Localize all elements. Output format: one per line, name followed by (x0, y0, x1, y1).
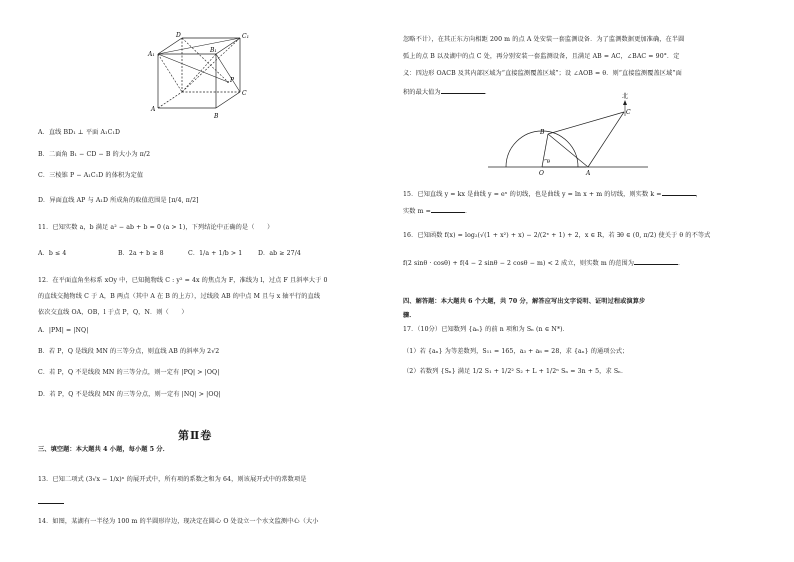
q12-stem-2: 的直线交抛物线 C 于 A，B 两点（其中 A 在 B 的上方），过线段 AB 的中点 M 且与 x 轴平行的直线 (38, 293, 321, 300)
q12-option-b: B．若 P，Q 是线段 MN 的三等分点，则直线 AB 的斜率为 2√2 (38, 348, 220, 355)
q14-line-4: 义：四边形 OACB 及其内部区域为“直接监测覆盖区域”；设 ∠AOB = θ．则“直接监测覆盖区域”面 (403, 70, 682, 77)
q10-option-b: B．二面角 B₁ − CD − B 的大小为 π/2 (38, 151, 151, 158)
q12-stem-1: 12．在平面直角坐标系 xOy 中，已知抛物线 C : y² = 4x 的焦点为 F，准线为 l，过点 F 且斜率大于 0 (38, 277, 328, 284)
q14-line-3: 弧上的点 B 以及湖中的点 C 处，再分别安装一套监测设备，且满足 AB = AC，∠BAC = 90°．定 (403, 53, 680, 60)
label-O: O (539, 170, 544, 177)
left-column (38, 0, 378, 562)
q11-option-a: A．b ≤ 4 (38, 250, 67, 257)
q12-option-c: C．若 P，Q 不是线段 MN 的三等分点，则一定有 |PQ| > |OQ| (38, 369, 220, 376)
label-P: P (230, 77, 235, 84)
q14-line-1: 14．如图，某湖有一半径为 100 m 的半圆形岸边，现决定在圆心 O 处设立一个水文监测中心（大小 (38, 518, 319, 525)
q13-answer-blank (38, 497, 64, 507)
q10-option-d: D．异面直线 AP 与 A₁D 所成角的取值范围是 [π/4, π/2] (38, 197, 199, 204)
label-theta: θ (547, 159, 551, 165)
section-4-header-1: 四、解答题：本大题共 6 个大题，共 70 分，解答应写出文字说明、证明过程或演算步 (403, 298, 646, 305)
label-B1: B₁ (210, 47, 217, 54)
q11-option-c: C．1/a + 1/b > 1 (188, 250, 243, 257)
label-C: C (242, 90, 247, 97)
q11-option-d: D．ab ≥ 27/4 (258, 250, 301, 257)
q11-stem: 11．已知实数 a，b 满足 a² − ab + b = 0 (a > 1)，下列结论中正确的是（ ） (38, 224, 274, 231)
q17-part-2: （2）若数列 {Sₙ} 满足 1/2 S₁ + 1/2² S₂ + L + 1/2ⁿ Sₙ = 3n + 5，求 Sₙ． (403, 368, 628, 375)
label-D: D (176, 32, 181, 39)
section-4-header-2: 骤． (403, 312, 416, 319)
q17-part-1: （1）若 {aₙ} 为等差数列，S₁₁ = 165，a₃ + a₈ = 28，求 {aₙ} 的通项公式； (403, 348, 629, 355)
label-B: B (214, 113, 219, 120)
q17-stem: 17．（10分）已知数列 {aₙ} 的前 n 项和为 Sₙ (n ∈ N*)． (403, 326, 569, 333)
cube-figure (148, 32, 268, 122)
q12-stem-3: 依次交直线 OA，OB，l 于点 P，Q，N．则（ ） (38, 309, 188, 316)
label-B: B (540, 129, 545, 136)
section-3-header: 三、填空题：本大题共 4 小题，每小题 5 分． (38, 446, 170, 453)
part-2-title: 第Ⅱ卷 (178, 429, 213, 442)
q14-line-2: 忽略不计），在其正东方向相距 200 m 的点 A 处安装一套监测设备．为了监测数据更加准确，在半圆 (403, 36, 685, 43)
q10-option-c: C．三棱锥 P − A₁C₁D 的体积为定值 (38, 172, 144, 179)
label-north: 北 (622, 93, 629, 100)
q13-line-1: 13．已知二项式 (3√x − 1/x)ⁿ 的展开式中，所有项的系数之和为 64，则该展开式中的常数项是 (38, 476, 307, 483)
q12-option-a: A．|PM| = |NQ| (38, 327, 89, 334)
q15-line-2: 实数 m = ． (403, 208, 472, 215)
label-C1: C₁ (242, 33, 249, 40)
q14-line-5-text: 积的最大值为 (403, 89, 441, 96)
q15-line-1: 15．已知直线 y = kx 是曲线 y = eˣ 的切线，也是曲线 y = ln x + m 的切线，则实数 k = ， (403, 191, 702, 198)
label-A: A (586, 170, 591, 177)
label-A1: A₁ (148, 51, 155, 58)
q16-line-2-text: f(2 sinθ · cosθ) + f(4 − 2 sinθ − 2 cosθ − m) < 2 成立，则实数 m 的范围为 (403, 260, 635, 267)
label-A: A (151, 106, 156, 113)
q10-option-a: A．直线 BD₁ ⊥ 平面 A₁C₁D (38, 129, 121, 136)
lake-figure (488, 93, 658, 180)
q16-line-2: f(2 sinθ · cosθ) + f(4 − 2 sinθ − 2 cosθ − m) < 2 成立，则实数 m 的范围为 ． (403, 260, 685, 267)
q14-line-5: 积的最大值为 ． (403, 89, 492, 96)
q15-line-2-text: 实数 m = (403, 208, 431, 215)
q11-option-b: B．2a + b ≥ 8 (118, 250, 164, 257)
right-column (403, 0, 763, 562)
label-C: C (626, 109, 631, 116)
q12-option-d: D．若 P，Q 不是线段 MN 的三等分点，则一定有 |NQ| > |OQ| (38, 391, 221, 398)
q15-line-1-text: 15．已知直线 y = kx 是曲线 y = eˣ 的切线，也是曲线 y = ln x + m 的切线，则实数 k = (403, 191, 662, 198)
q16-line-1: 16．已知函数 f(x) = log₂(√(1 + x²) + x) − 2/(2ˣ + 1) + 2，x ∈ R，若 ∃θ ∈ (0, π/2) 使关于 θ 的不等式 (403, 232, 711, 239)
